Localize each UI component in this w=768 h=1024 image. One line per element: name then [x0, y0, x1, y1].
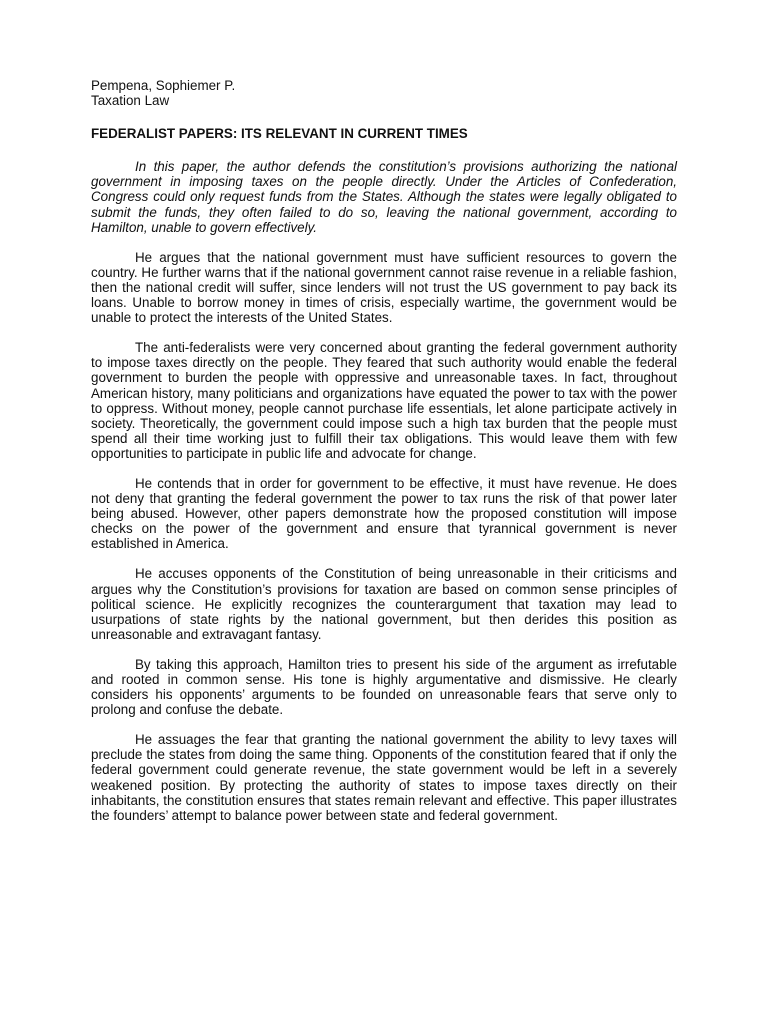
paragraph: He contends that in order for government to be effective, it must have revenue. He does not deny that granting the federal government the power to tax runs the risk of that power later being abused. However, other papers demonstrate how the proposed constitution will impose checks on the power of the government and ensure that tyrannical government is never established in America. — [91, 475, 677, 552]
paragraph-intro: In this paper, the author defends the constitution’s provisions authorizing the national government in imposing taxes on the people directly. Under the Articles of Confederation, Congress could only request funds from the States. Although the states were legally obligated to submit the funds, they often failed to do so, leaving the national government, according to Hamilton, unable to govern effectively. — [91, 159, 677, 235]
paragraph: He accuses opponents of the Constitution of being unreasonable in their criticisms and argues why the Constitution’s provisions for taxation are based on common sense principles of political science. He explicitly recognizes the counterargument that taxation may lead to usurpations of state rights by the national government, but then derides this position as unreasonable and extravagant fantasy. — [91, 566, 677, 642]
paragraph: He argues that the national government must have sufficient resources to govern the country. He further warns that if the national government cannot raise revenue in a reliable fashion, then the national credit will suffer, since lenders will not trust the US government to pay back its loans. Unable to borrow money in times of crisis, especially wartime, the government would be unable to protect the interests of the United States. — [91, 249, 677, 326]
document-title: FEDERALIST PAPERS: ITS RELEVANT IN CURRENT TIMES — [91, 126, 468, 142]
course-name: Taxation Law — [91, 93, 170, 109]
paragraph: The anti-federalists were very concerned about granting the federal government authority to impose taxes directly on the people. They feared that such authority would enable the federal government to burden the people with oppressive and unreasonable taxes. In fact, throughout American history, many politicians and organizations have equated the power to tax with the power to oppress. Without money, people cannot purchase life essentials, let alone participate actively in society. Theoretically, the government could impose such a high tax burden that the people must spend all their time working just to fulfill their tax obligations. This would leave them with few opportunities to participate in public life and advocate for change. — [91, 340, 677, 461]
paragraph: He assuages the fear that granting the national government the ability to levy taxes will preclude the states from doing the same thing. Opponents of the constitution feared that if only the federal government could generate revenue, the state government would be left in a severely weakened position. By protecting the authority of states to impose taxes directly on their inhabitants, the constitution ensures that states remain relevant and effective. This paper illustrates the founders’ attempt to balance power between state and federal government. — [91, 732, 677, 823]
author-name: Pempena, Sophiemer P. — [91, 78, 236, 93]
document-page — [91, 78, 677, 838]
paragraph: By taking this approach, Hamilton tries to present his side of the argument as irrefutable and rooted in common sense. His tone is highly argumentative and dismissive. He clearly considers his opponents’ arguments to be founded on unreasonable fears that serve only to prolong and confuse the debate. — [91, 656, 677, 718]
